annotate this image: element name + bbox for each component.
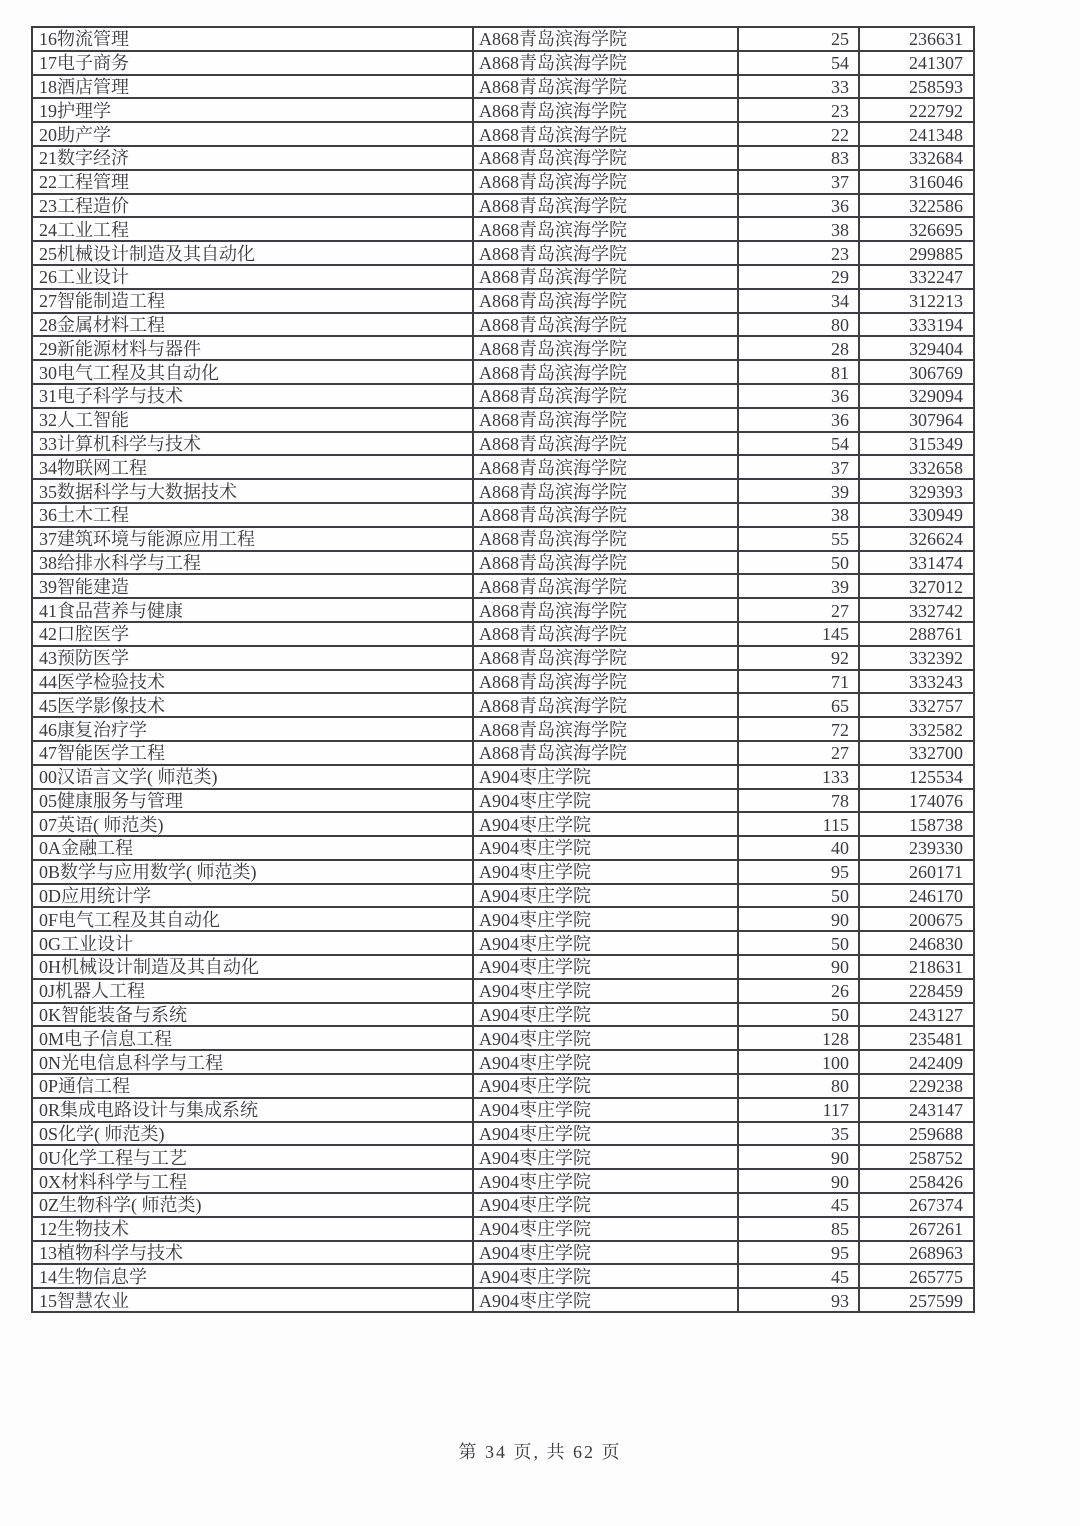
school-cell: A904枣庄学院 xyxy=(473,1050,738,1074)
count-cell: 81 xyxy=(738,360,859,384)
major-cell: 31电子科学与技术 xyxy=(32,384,473,408)
rank-cell: 243127 xyxy=(859,1003,974,1027)
major-cell: 46康复治疗学 xyxy=(32,717,473,741)
count-cell: 93 xyxy=(738,1288,859,1312)
school-cell: A868青岛滨海学院 xyxy=(473,336,738,360)
count-cell: 45 xyxy=(738,1193,859,1217)
major-cell: 28金属材料工程 xyxy=(32,313,473,337)
major-cell: 18酒店管理 xyxy=(32,75,473,99)
rank-cell: 236631 xyxy=(859,27,974,51)
rank-cell: 260171 xyxy=(859,860,974,884)
count-cell: 33 xyxy=(738,75,859,99)
table-row xyxy=(32,360,974,384)
rank-cell: 332582 xyxy=(859,717,974,741)
count-cell: 50 xyxy=(738,931,859,955)
school-cell: A868青岛滨海学院 xyxy=(473,146,738,170)
major-cell: 16物流管理 xyxy=(32,27,473,51)
count-cell: 37 xyxy=(738,170,859,194)
rank-cell: 332247 xyxy=(859,265,974,289)
count-cell: 27 xyxy=(738,741,859,765)
count-cell: 117 xyxy=(738,1098,859,1122)
major-cell: 47智能医学工程 xyxy=(32,741,473,765)
rank-cell: 200675 xyxy=(859,907,974,931)
school-cell: A868青岛滨海学院 xyxy=(473,122,738,146)
table-row xyxy=(32,789,974,813)
major-cell: 24工业工程 xyxy=(32,217,473,241)
table-row xyxy=(32,717,974,741)
rank-cell: 258593 xyxy=(859,75,974,99)
table-row xyxy=(32,122,974,146)
count-cell: 29 xyxy=(738,265,859,289)
major-cell: 34物联网工程 xyxy=(32,455,473,479)
school-cell: A868青岛滨海学院 xyxy=(473,455,738,479)
table-row xyxy=(32,384,974,408)
table-row xyxy=(32,931,974,955)
rank-cell: 332658 xyxy=(859,455,974,479)
school-cell: A868青岛滨海学院 xyxy=(473,432,738,456)
major-cell: 21数字经济 xyxy=(32,146,473,170)
table-row xyxy=(32,265,974,289)
major-cell: 0N光电信息科学与工程 xyxy=(32,1050,473,1074)
count-cell: 22 xyxy=(738,122,859,146)
major-cell: 0H机械设计制造及其自动化 xyxy=(32,955,473,979)
school-cell: A904枣庄学院 xyxy=(473,1145,738,1169)
school-cell: A904枣庄学院 xyxy=(473,789,738,813)
table-row xyxy=(32,907,974,931)
table-row xyxy=(32,1122,974,1146)
school-cell: A904枣庄学院 xyxy=(473,1288,738,1312)
rank-cell: 218631 xyxy=(859,955,974,979)
count-cell: 128 xyxy=(738,1026,859,1050)
table-row xyxy=(32,51,974,75)
school-cell: A904枣庄学院 xyxy=(473,1098,738,1122)
count-cell: 27 xyxy=(738,598,859,622)
count-cell: 37 xyxy=(738,455,859,479)
table-row xyxy=(32,955,974,979)
table-row xyxy=(32,1003,974,1027)
school-cell: A904枣庄学院 xyxy=(473,1003,738,1027)
rank-cell: 299885 xyxy=(859,241,974,265)
school-cell: A868青岛滨海学院 xyxy=(473,384,738,408)
school-cell: A904枣庄学院 xyxy=(473,812,738,836)
count-cell: 26 xyxy=(738,979,859,1003)
major-cell: 35数据科学与大数据技术 xyxy=(32,479,473,503)
rank-cell: 239330 xyxy=(859,836,974,860)
table-row xyxy=(32,1288,974,1312)
major-cell: 0R集成电路设计与集成系统 xyxy=(32,1098,473,1122)
count-cell: 145 xyxy=(738,622,859,646)
count-cell: 25 xyxy=(738,27,859,51)
table-row xyxy=(32,574,974,598)
rank-cell: 174076 xyxy=(859,789,974,813)
table-row xyxy=(32,408,974,432)
major-cell: 44医学检验技术 xyxy=(32,670,473,694)
count-cell: 90 xyxy=(738,1169,859,1193)
school-cell: A904枣庄学院 xyxy=(473,884,738,908)
rank-cell: 288761 xyxy=(859,622,974,646)
school-cell: A868青岛滨海学院 xyxy=(473,313,738,337)
major-cell: 20助产学 xyxy=(32,122,473,146)
rank-cell: 326695 xyxy=(859,217,974,241)
major-cell: 0B数学与应用数学( 师范类) xyxy=(32,860,473,884)
major-cell: 0U化学工程与工艺 xyxy=(32,1145,473,1169)
major-cell: 0P通信工程 xyxy=(32,1074,473,1098)
rank-cell: 332742 xyxy=(859,598,974,622)
rank-cell: 332392 xyxy=(859,646,974,670)
rank-cell: 332684 xyxy=(859,146,974,170)
school-cell: A868青岛滨海学院 xyxy=(473,217,738,241)
table-row xyxy=(32,1074,974,1098)
rank-cell: 306769 xyxy=(859,360,974,384)
school-cell: A868青岛滨海学院 xyxy=(473,289,738,313)
table-row xyxy=(32,860,974,884)
table-row xyxy=(32,836,974,860)
major-cell: 0X材料科学与工程 xyxy=(32,1169,473,1193)
table-row xyxy=(32,336,974,360)
count-cell: 71 xyxy=(738,670,859,694)
rank-cell: 246830 xyxy=(859,931,974,955)
major-cell: 13植物科学与技术 xyxy=(32,1241,473,1265)
rank-cell: 327012 xyxy=(859,574,974,598)
count-cell: 95 xyxy=(738,1241,859,1265)
admission-plan-table xyxy=(31,26,975,1313)
table-row xyxy=(32,1193,974,1217)
table-row xyxy=(32,432,974,456)
rank-cell: 241348 xyxy=(859,122,974,146)
school-cell: A904枣庄学院 xyxy=(473,1217,738,1241)
school-cell: A904枣庄学院 xyxy=(473,860,738,884)
count-cell: 90 xyxy=(738,1145,859,1169)
count-cell: 85 xyxy=(738,1217,859,1241)
table-row xyxy=(32,1217,974,1241)
table-row xyxy=(32,1145,974,1169)
count-cell: 36 xyxy=(738,194,859,218)
count-cell: 28 xyxy=(738,336,859,360)
count-cell: 23 xyxy=(738,241,859,265)
rank-cell: 258426 xyxy=(859,1169,974,1193)
major-cell: 17电子商务 xyxy=(32,51,473,75)
count-cell: 90 xyxy=(738,955,859,979)
school-cell: A868青岛滨海学院 xyxy=(473,27,738,51)
table-row xyxy=(32,217,974,241)
rank-cell: 259688 xyxy=(859,1122,974,1146)
school-cell: A904枣庄学院 xyxy=(473,765,738,789)
major-cell: 43预防医学 xyxy=(32,646,473,670)
rank-cell: 329094 xyxy=(859,384,974,408)
major-cell: 22工程管理 xyxy=(32,170,473,194)
rank-cell: 265775 xyxy=(859,1264,974,1288)
school-cell: A904枣庄学院 xyxy=(473,1026,738,1050)
count-cell: 54 xyxy=(738,432,859,456)
rank-cell: 316046 xyxy=(859,170,974,194)
school-cell: A904枣庄学院 xyxy=(473,979,738,1003)
table-row xyxy=(32,1050,974,1074)
major-cell: 27智能制造工程 xyxy=(32,289,473,313)
count-cell: 34 xyxy=(738,289,859,313)
rank-cell: 329404 xyxy=(859,336,974,360)
school-cell: A868青岛滨海学院 xyxy=(473,646,738,670)
major-cell: 0G工业设计 xyxy=(32,931,473,955)
count-cell: 83 xyxy=(738,146,859,170)
rank-cell: 228459 xyxy=(859,979,974,1003)
rank-cell: 125534 xyxy=(859,765,974,789)
rank-cell: 329393 xyxy=(859,479,974,503)
count-cell: 39 xyxy=(738,479,859,503)
count-cell: 55 xyxy=(738,527,859,551)
table-row xyxy=(32,75,974,99)
table-row xyxy=(32,670,974,694)
count-cell: 92 xyxy=(738,646,859,670)
major-cell: 29新能源材料与器件 xyxy=(32,336,473,360)
table-row xyxy=(32,1098,974,1122)
school-cell: A868青岛滨海学院 xyxy=(473,622,738,646)
school-cell: A868青岛滨海学院 xyxy=(473,693,738,717)
rank-cell: 332700 xyxy=(859,741,974,765)
major-cell: 0M电子信息工程 xyxy=(32,1026,473,1050)
count-cell: 90 xyxy=(738,907,859,931)
school-cell: A868青岛滨海学院 xyxy=(473,360,738,384)
school-cell: A868青岛滨海学院 xyxy=(473,408,738,432)
table-row xyxy=(32,503,974,527)
count-cell: 65 xyxy=(738,693,859,717)
table-row xyxy=(32,98,974,122)
count-cell: 36 xyxy=(738,408,859,432)
table-row xyxy=(32,27,974,51)
major-cell: 0J机器人工程 xyxy=(32,979,473,1003)
rank-cell: 235481 xyxy=(859,1026,974,1050)
count-cell: 54 xyxy=(738,51,859,75)
school-cell: A868青岛滨海学院 xyxy=(473,241,738,265)
school-cell: A904枣庄学院 xyxy=(473,1074,738,1098)
major-cell: 42口腔医学 xyxy=(32,622,473,646)
major-cell: 00汉语言文学( 师范类) xyxy=(32,765,473,789)
school-cell: A868青岛滨海学院 xyxy=(473,574,738,598)
rank-cell: 268963 xyxy=(859,1241,974,1265)
count-cell: 36 xyxy=(738,384,859,408)
school-cell: A868青岛滨海学院 xyxy=(473,265,738,289)
count-cell: 100 xyxy=(738,1050,859,1074)
table-row xyxy=(32,979,974,1003)
major-cell: 19护理学 xyxy=(32,98,473,122)
school-cell: A904枣庄学院 xyxy=(473,1241,738,1265)
count-cell: 95 xyxy=(738,860,859,884)
major-cell: 38给排水科学与工程 xyxy=(32,551,473,575)
count-cell: 115 xyxy=(738,812,859,836)
rank-cell: 333243 xyxy=(859,670,974,694)
school-cell: A904枣庄学院 xyxy=(473,907,738,931)
rank-cell: 242409 xyxy=(859,1050,974,1074)
major-cell: 0S化学( 师范类) xyxy=(32,1122,473,1146)
major-cell: 41食品营养与健康 xyxy=(32,598,473,622)
school-cell: A868青岛滨海学院 xyxy=(473,741,738,765)
table-row xyxy=(32,741,974,765)
school-cell: A868青岛滨海学院 xyxy=(473,503,738,527)
rank-cell: 326624 xyxy=(859,527,974,551)
count-cell: 80 xyxy=(738,313,859,337)
school-cell: A904枣庄学院 xyxy=(473,1193,738,1217)
table-row xyxy=(32,194,974,218)
rank-cell: 332757 xyxy=(859,693,974,717)
school-cell: A904枣庄学院 xyxy=(473,1122,738,1146)
rank-cell: 241307 xyxy=(859,51,974,75)
rank-cell: 229238 xyxy=(859,1074,974,1098)
major-cell: 26工业设计 xyxy=(32,265,473,289)
school-cell: A868青岛滨海学院 xyxy=(473,598,738,622)
major-cell: 45医学影像技术 xyxy=(32,693,473,717)
table-row xyxy=(32,289,974,313)
school-cell: A904枣庄学院 xyxy=(473,931,738,955)
count-cell: 50 xyxy=(738,1003,859,1027)
major-cell: 32人工智能 xyxy=(32,408,473,432)
table-row xyxy=(32,455,974,479)
count-cell: 40 xyxy=(738,836,859,860)
school-cell: A904枣庄学院 xyxy=(473,1169,738,1193)
rank-cell: 267374 xyxy=(859,1193,974,1217)
count-cell: 39 xyxy=(738,574,859,598)
major-cell: 0K智能装备与系统 xyxy=(32,1003,473,1027)
major-cell: 0F电气工程及其自动化 xyxy=(32,907,473,931)
major-cell: 0D应用统计学 xyxy=(32,884,473,908)
major-cell: 15智慧农业 xyxy=(32,1288,473,1312)
rank-cell: 267261 xyxy=(859,1217,974,1241)
school-cell: A868青岛滨海学院 xyxy=(473,75,738,99)
table-row xyxy=(32,551,974,575)
rank-cell: 257599 xyxy=(859,1288,974,1312)
major-cell: 30电气工程及其自动化 xyxy=(32,360,473,384)
rank-cell: 333194 xyxy=(859,313,974,337)
table-row xyxy=(32,313,974,337)
school-cell: A868青岛滨海学院 xyxy=(473,51,738,75)
rank-cell: 243147 xyxy=(859,1098,974,1122)
count-cell: 38 xyxy=(738,217,859,241)
rank-cell: 158738 xyxy=(859,812,974,836)
table-row xyxy=(32,884,974,908)
table-row xyxy=(32,812,974,836)
rank-cell: 246170 xyxy=(859,884,974,908)
table-row xyxy=(32,1241,974,1265)
major-cell: 12生物技术 xyxy=(32,1217,473,1241)
major-cell: 39智能建造 xyxy=(32,574,473,598)
major-cell: 37建筑环境与能源应用工程 xyxy=(32,527,473,551)
table-row xyxy=(32,765,974,789)
table-row xyxy=(32,170,974,194)
major-cell: 23工程造价 xyxy=(32,194,473,218)
count-cell: 35 xyxy=(738,1122,859,1146)
rank-cell: 330949 xyxy=(859,503,974,527)
table-row xyxy=(32,646,974,670)
table-row xyxy=(32,1264,974,1288)
major-cell: 05健康服务与管理 xyxy=(32,789,473,813)
major-cell: 07英语( 师范类) xyxy=(32,812,473,836)
rank-cell: 307964 xyxy=(859,408,974,432)
school-cell: A868青岛滨海学院 xyxy=(473,194,738,218)
school-cell: A868青岛滨海学院 xyxy=(473,527,738,551)
school-cell: A904枣庄学院 xyxy=(473,836,738,860)
count-cell: 23 xyxy=(738,98,859,122)
table-row xyxy=(32,527,974,551)
count-cell: 78 xyxy=(738,789,859,813)
table-row xyxy=(32,479,974,503)
school-cell: A904枣庄学院 xyxy=(473,1264,738,1288)
table-row xyxy=(32,598,974,622)
table-row xyxy=(32,622,974,646)
major-cell: 33计算机科学与技术 xyxy=(32,432,473,456)
table-row xyxy=(32,146,974,170)
page-number-footer: 第 34 页, 共 62 页 xyxy=(458,1442,622,1462)
major-cell: 0A金融工程 xyxy=(32,836,473,860)
rank-cell: 222792 xyxy=(859,98,974,122)
major-cell: 14生物信息学 xyxy=(32,1264,473,1288)
count-cell: 133 xyxy=(738,765,859,789)
table-row xyxy=(32,1169,974,1193)
school-cell: A868青岛滨海学院 xyxy=(473,551,738,575)
table-row xyxy=(32,693,974,717)
rank-cell: 315349 xyxy=(859,432,974,456)
school-cell: A868青岛滨海学院 xyxy=(473,479,738,503)
count-cell: 38 xyxy=(738,503,859,527)
rank-cell: 258752 xyxy=(859,1145,974,1169)
rank-cell: 312213 xyxy=(859,289,974,313)
major-cell: 25机械设计制造及其自动化 xyxy=(32,241,473,265)
school-cell: A904枣庄学院 xyxy=(473,955,738,979)
admission-table-body xyxy=(32,27,974,1312)
rank-cell: 322586 xyxy=(859,194,974,218)
major-cell: 0Z生物科学( 师范类) xyxy=(32,1193,473,1217)
count-cell: 50 xyxy=(738,551,859,575)
count-cell: 45 xyxy=(738,1264,859,1288)
rank-cell: 331474 xyxy=(859,551,974,575)
count-cell: 50 xyxy=(738,884,859,908)
school-cell: A868青岛滨海学院 xyxy=(473,170,738,194)
table-row xyxy=(32,241,974,265)
table-row xyxy=(32,1026,974,1050)
count-cell: 72 xyxy=(738,717,859,741)
major-cell: 36土木工程 xyxy=(32,503,473,527)
school-cell: A868青岛滨海学院 xyxy=(473,98,738,122)
school-cell: A868青岛滨海学院 xyxy=(473,717,738,741)
school-cell: A868青岛滨海学院 xyxy=(473,670,738,694)
count-cell: 80 xyxy=(738,1074,859,1098)
